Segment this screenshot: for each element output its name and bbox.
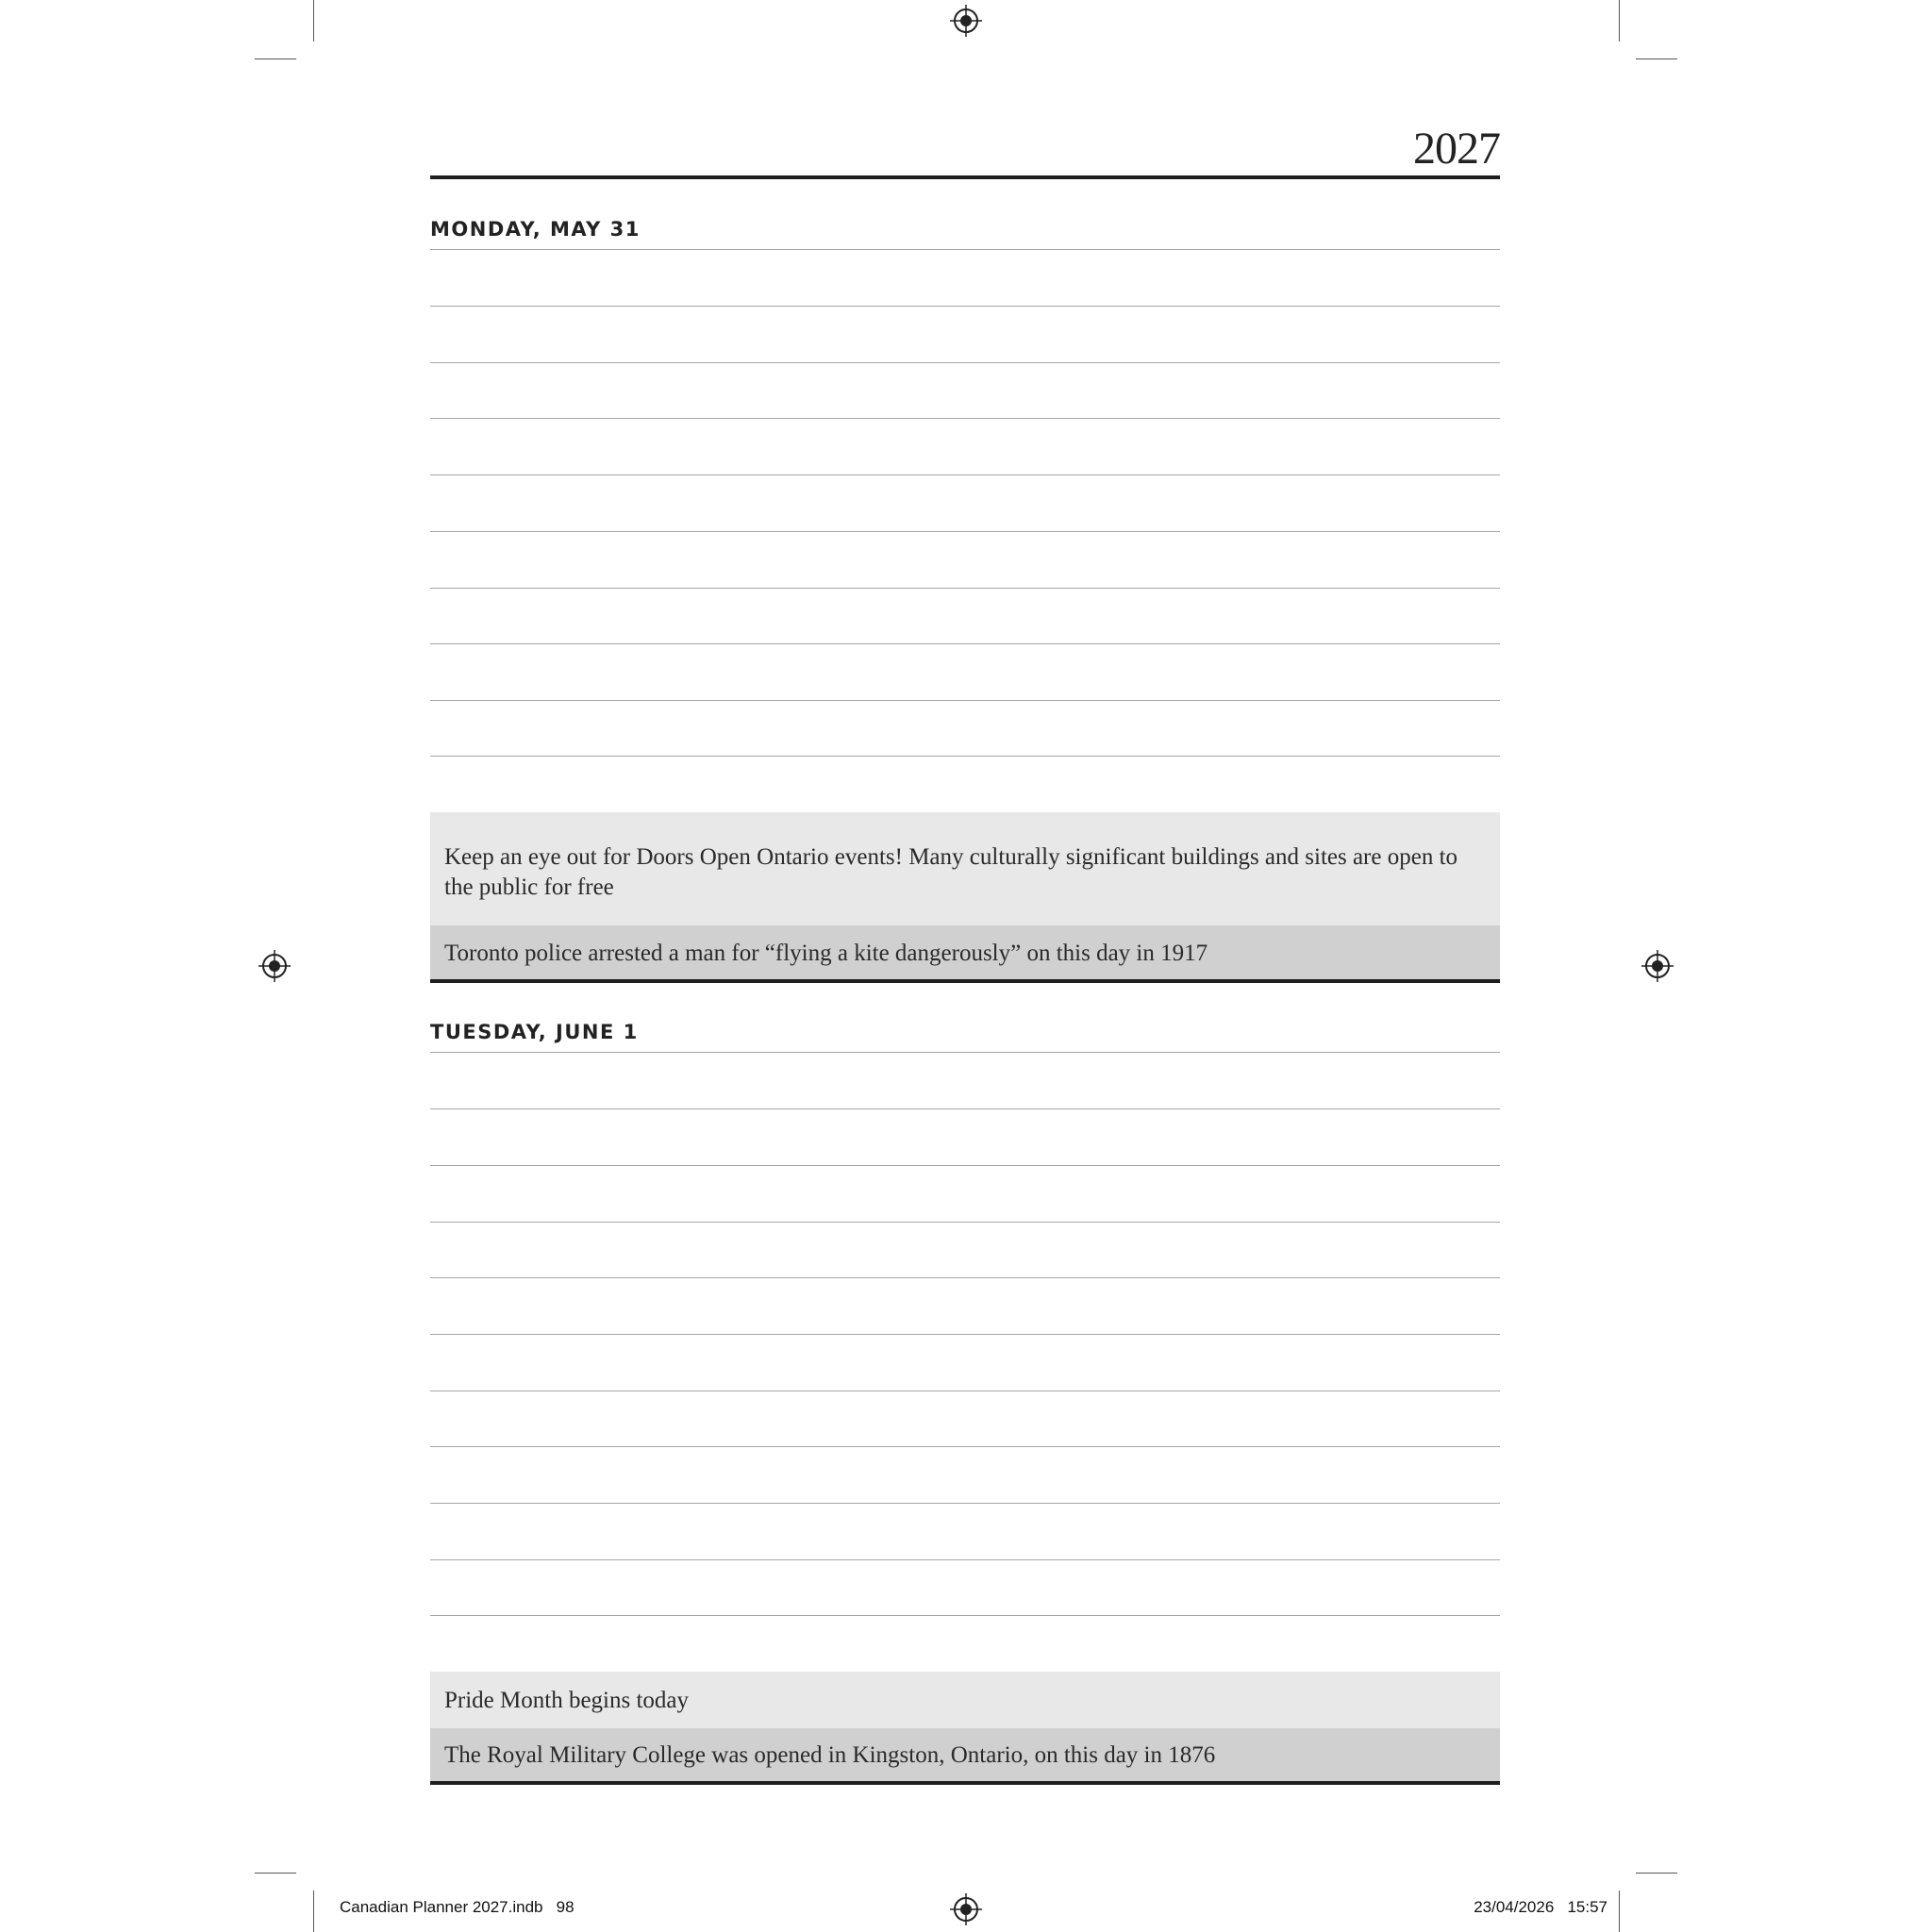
day-note-tuesday: Pride Month begins today: [430, 1672, 1500, 1728]
day-end-rule: [430, 979, 1500, 983]
crop-mark-top-right-h: [1636, 58, 1677, 59]
crop-mark-top-left: [313, 0, 314, 42]
day-label-monday: MONDAY, MAY 31: [430, 218, 641, 241]
registration-mark-icon: [1641, 950, 1674, 982]
day-end-rule: [430, 1781, 1500, 1785]
day-fact-monday: Toronto police arrested a man for “flying a kite dangerously” on this day in 1917: [430, 925, 1500, 981]
header-rule: [430, 175, 1500, 179]
page-year: 2027: [1413, 124, 1500, 174]
footer-datetime: 23/04/2026 15:57: [1474, 1898, 1607, 1916]
crop-mark-bottom-right-h: [1636, 1873, 1677, 1874]
day-fact-tuesday: The Royal Military College was opened in Kingston, Ontario, on this day in 1876: [430, 1728, 1500, 1783]
registration-mark-icon: [258, 950, 291, 982]
day-note-monday: Keep an eye out for Doors Open Ontario events! Many culturally significant buildings and sites are open to the public for free: [430, 812, 1500, 925]
footer-file-info: Canadian Planner 2027.indb 98: [340, 1898, 575, 1916]
crop-mark-top-right: [1619, 0, 1620, 42]
registration-mark-icon: [950, 1893, 982, 1925]
crop-mark-top-left-h: [255, 58, 296, 59]
crop-mark-bottom-left: [313, 1890, 314, 1932]
crop-mark-bottom-right: [1619, 1890, 1620, 1932]
crop-mark-bottom-left-h: [255, 1873, 296, 1874]
day-label-tuesday: TUESDAY, JUNE 1: [430, 1021, 639, 1043]
registration-mark-icon: [950, 5, 982, 37]
